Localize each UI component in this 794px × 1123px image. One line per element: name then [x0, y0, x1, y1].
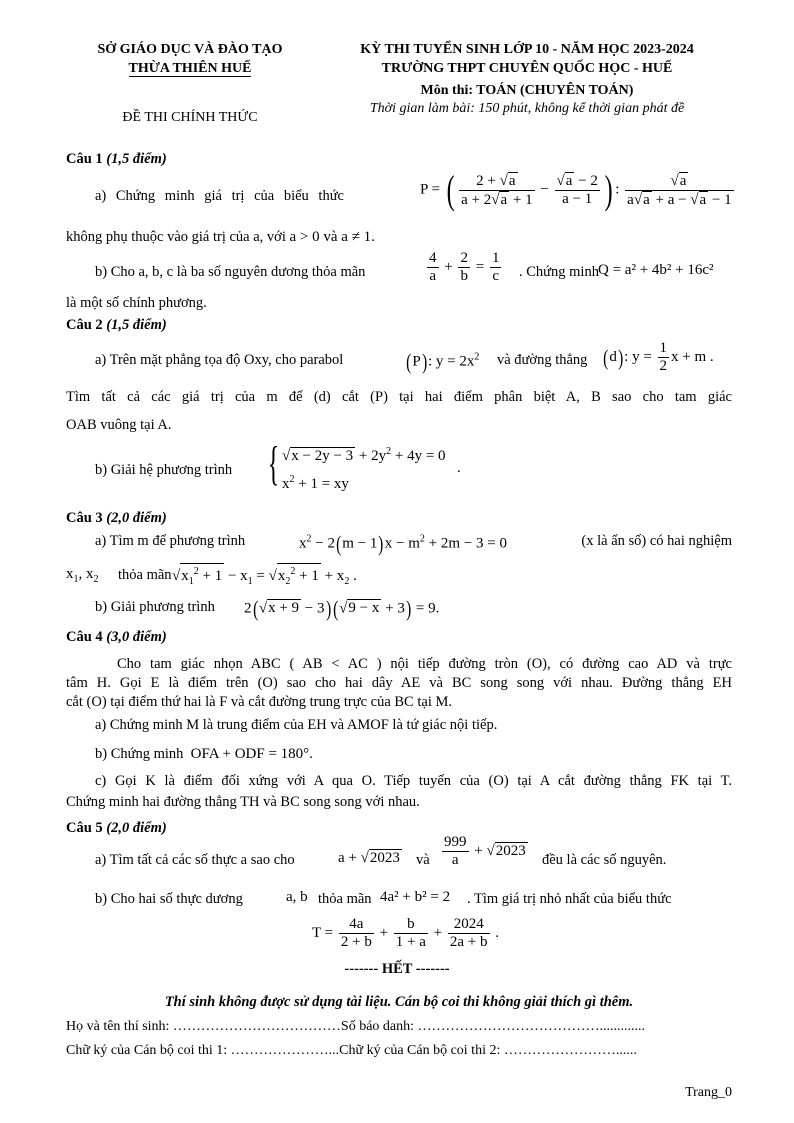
q3a-equation: $x^2 - 2(m - 1)x - m^2 + 2m - 3 = 0$ — [299, 531, 507, 556]
q1b-mid-text: . Chứng minh — [519, 264, 599, 280]
q4-a: a) Chứng minh M là trung điểm của EH và AMOF là tứ giác nội tiếp. — [95, 717, 498, 733]
q5-points: (2,0 điểm) — [106, 820, 167, 836]
end-mark: ------- HẾT ------- — [344, 961, 450, 977]
q3a-text: a) Tìm m để phương trình — [95, 533, 246, 549]
q5a-tail: đều là các số nguyên. — [542, 852, 667, 868]
q5b-mid: thỏa mãn — [318, 891, 372, 907]
q2-heading — [66, 316, 167, 334]
q1a-cond: a > 0 và a ≠ 1. — [289, 229, 375, 245]
q3a-cont: thỏa mãn — [118, 567, 172, 583]
q3a-condition: $√x_1^2 + 1 - x_1 = √x_2^2 + 1 + x_2$ . — [172, 563, 357, 590]
q2a-cont1: Tìm tất cả các giá trị của m để (d) cắt (P) tại hai điểm phân biệt A, B sao cho tam giác — [66, 389, 732, 405]
q4-heading — [66, 628, 167, 646]
q4-title: Câu 4 — [66, 629, 103, 645]
q1-title: Câu 1 — [66, 151, 103, 167]
subject: Môn thi: TOÁN (CHUYÊN TOÁN) — [420, 83, 634, 98]
q4-c1: c) Gọi K là điểm đối xứng với A qua O. Tiếp tuyến của (O) tại A cắt đường thẳng FK tại T. — [95, 773, 732, 789]
q2a-cont2: OAB vuông tại A. — [66, 417, 172, 433]
q4-points: (3,0 điểm) — [106, 629, 167, 645]
q4-b — [95, 745, 313, 763]
school-name: TRƯỜNG THPT CHUYÊN QUỐC HỌC - HUẾ — [381, 61, 673, 76]
q3b-equation: 2(√x + 9 − 3)(√9 − x + 3) = 9. — [244, 596, 440, 621]
q3a-roots: $x_1$, $x_2$ — [66, 566, 99, 585]
q4-p2: tâm H. Gọi E là điểm trên (O) sao cho hai dây AE và BC song song với nhau. Đường thẳng EH — [66, 675, 732, 691]
official-label: ĐỀ THI CHÍNH THỨC — [122, 110, 258, 125]
q1a-label: a) Chứng minh giá trị của biểu thức — [95, 188, 344, 204]
q3-points: (2,0 điểm) — [106, 510, 167, 526]
q1b-equation: $\frac{4}{a}$ + $\frac{2}{b}$ = $\frac{1}{c}$ — [429, 250, 500, 284]
q3-title: Câu 3 — [66, 510, 103, 526]
footer-note: Thí sinh không được sử dụng tài liệu. Cán bộ coi thi không giải thích gì thêm. — [164, 994, 634, 1010]
q2-points: (1,5 điểm) — [106, 317, 167, 333]
province-name-text: THỪA THIÊN HUẾ — [128, 61, 252, 76]
q4-p3: cắt (O) tại điểm thứ hai là F và cắt đường trung trực của BC tại M. — [66, 694, 452, 710]
exam-title: KỲ THI TUYỂN SINH LỚP 10 - NĂM HỌC 2023-2024 — [360, 42, 694, 57]
q5b-tail: . Tìm giá trị nhỏ nhất của biểu thức — [467, 891, 672, 907]
q5a-and: và — [416, 852, 430, 868]
q1a-text — [95, 187, 344, 205]
q1a-cont — [66, 228, 375, 246]
province-name — [80, 61, 300, 77]
candidate-name-line: Họ và tên thí sinh: ………………………………Số báo danh: …………………………………............. — [66, 1019, 646, 1034]
q5b-text: b) Cho hai số thực dương — [95, 891, 243, 907]
proctor-sign-line: Chữ ký của Cán bộ coi thi 1: …………………...Chữ ký của Cán bộ coi thi 2: ……………………...... — [66, 1043, 637, 1058]
q4-p1: Cho tam giác nhọn ABC ( AB < AC ) nội tiếp đường tròn (O), có đường cao AD và trực — [117, 656, 732, 672]
q5b-cond: 4a² + b² = 2 — [380, 889, 451, 905]
q1-points: (1,5 điểm) — [106, 151, 167, 167]
q3-heading — [66, 509, 167, 527]
q5b-formula: T = $\frac{4a}{2 + b}$ + $\frac{b}{1 + a}$ + $\frac{2024}{2a + b}$ . — [312, 916, 500, 950]
q1a-cont-text: không phụ thuộc vào giá trị của a, với — [66, 229, 286, 245]
q5b-vars: a, b — [286, 889, 308, 905]
q1b-mid — [519, 263, 599, 281]
exam-page: SỞ GIÁO DỤC VÀ ĐÀO TẠO THỪA THIÊN HUẾ ĐỀ THI CHÍNH THỨC KỲ THI TUYỂN SINH LỚP 10 - NĂM HỌC 2023-2024 TRƯỜNG THPT CHUYÊN QUỐC HỌC - HUẾ Môn thi: TOÁN (CHUYÊN TOÁN) Thời gian làm bài: 150 phút, không kể thời gian phát đề Câu 1 (1,5 điểm) a) Chứng minh giá trị của biểu thức P = ( $\frac{2 + √a}{a + 2√a + 1}$ − $\frac{√a - 2}{a - 1}$ ) : $\frac{√a}{a√a + a - √a - 1}$ không phụ thuộc vào giá trị của a, với a > 0 và a ≠ 1. b) Cho a, b, c là ba số nguyên dương thỏa mãn $\frac{4}{a}$ + $\frac{2}{b}$ = $\frac{1}{c}$ . Chứng minh Q = a² + 4b² + 16c² là một số chính phương. Câu 2 (1,5 điểm) a) Trên mặt phẳng tọa độ Oxy, cho parabol (P): $y = 2x^2$ và đường thẳng (d): y = $\frac{1}{2}$ x + m . Tìm tất cả các giá trị của m để (d) cắt (P) tại hai điểm phân biệt A, B sao cho tam giác OAB vuông tại A. b) Giải hệ phương trình { $√x - 2y - 3 + 2y^2 + 4y = 0$ $x^2 + 1$ = xy . Câu 3 (2,0 điểm) a) Tìm m để phương trình $x^2 - 2(m - 1)x - m^2 + 2m - 3 = 0$ (x là ẩn số) có hai nghiệm $x_1$, $x_2$ thỏa mãn $√x_1^2 + 1 - x_1 = √x_2^2 + 1 + x_2$ . b) Giải phương trình 2(√x + 9 − 3)(√9 − x + 3) = 9. Câu 4 (3,0 điểm) Cho tam giác nhọn ABC ( AB < AC ) nội tiếp đường tròn (O), có đường cao AD và trực tâm H. Gọi E là điểm trên (O) sao cho hai dây AE và BC song song với nhau. Đường thẳng EH cắt (O) tại điểm thứ hai là F và cắt đường trung trực của BC tại M. a) Chứng minh M là trung điểm của EH và AMOF là tứ giác nội tiếp. b) Chứng minh OFA + ODF = 180°. c) Gọi K là điểm đối xứng với A qua O. Tiếp tuyến của (O) tại A cắt đường thẳng FK tại T. Chứng minh hai đường thẳng TH và BC song song với nhau. Câu 5 (2,0 điểm) a) Tìm tất cả các số thực a sao cho a + √2023 và $\frac{999}{a}$ + √2023 đều là các số nguyên. b) Cho hai số thực dương a, b thỏa mãn 4a² + b² = 2 . Tìm giá trị nhỏ nhất của biểu thức T = $\frac{4a}{2 + b}$ + $\frac{b}{1 + a}$ + $\frac{2024}{2a + b}$ . ------- HẾT ------- Thí sinh không được sử dụng tài liệu. Cán bộ coi thi không giải thích gì thêm. Họ và tên thí sinh: ………………………………Số báo danh: …………………………………............. Chữ ký của Cán bộ coi thi 1: …………………...Chữ ký của Cán bộ coi thi 2: ……………………...... Trang_0 — [0, 0, 794, 1123]
q2-title: Câu 2 — [66, 317, 103, 333]
page-number: Trang_0 — [685, 1085, 732, 1100]
q3b-text: b) Giải phương trình — [95, 599, 215, 615]
q1b-expr: Q = a² + 4b² + 16c² — [598, 262, 714, 278]
q5a-expr2: $\frac{999}{a}$ + √2023 — [444, 834, 526, 868]
q5a-text: a) Tìm tất cả các số thực a sao cho — [95, 852, 295, 868]
q4-c2: Chứng minh hai đường thẳng TH và BC song song với nhau. — [66, 794, 420, 810]
q2a-mid: và đường thẳng — [497, 352, 588, 368]
q2b-text: b) Giải hệ phương trình — [95, 462, 233, 478]
q5-heading — [66, 819, 167, 837]
q1-heading — [66, 150, 167, 168]
q5-title: Câu 5 — [66, 820, 103, 836]
time-allowed: Thời gian làm bài: 150 phút, không kể thời gian phát đề — [369, 101, 685, 116]
q3a-tail: (x là ẩn số) có hai nghiệm — [581, 533, 732, 549]
q1a-formula: P = ( $\frac{2 + √a}{a + 2√a + 1}$ − $\frac{√a - 2}{a - 1}$ ) : $\frac{√a}{a√a + a - √a - 1}$ — [420, 167, 732, 212]
q1b-label: b) Cho a, b, c là ba số nguyên dương thỏa mãn — [95, 264, 366, 280]
q1b-text — [95, 263, 365, 281]
q2a-parabol: (P): $y = 2x^2$ — [406, 349, 480, 374]
q1b-cont: là một số chính phương. — [66, 295, 207, 311]
q4-b-text: b) Chứng minh — [95, 746, 184, 762]
dept-name: SỞ GIÁO DỤC VÀ ĐÀO TẠO — [97, 42, 283, 57]
q2a-line: (d): y = $\frac{1}{2}$ x + m . — [603, 340, 714, 374]
q2a-text: a) Trên mặt phẳng tọa độ Oxy, cho parabol — [95, 352, 344, 368]
q4-b-expr: OFA + ODF = 180°. — [190, 746, 313, 762]
q5a-expr1: a + √2023 — [338, 850, 400, 866]
